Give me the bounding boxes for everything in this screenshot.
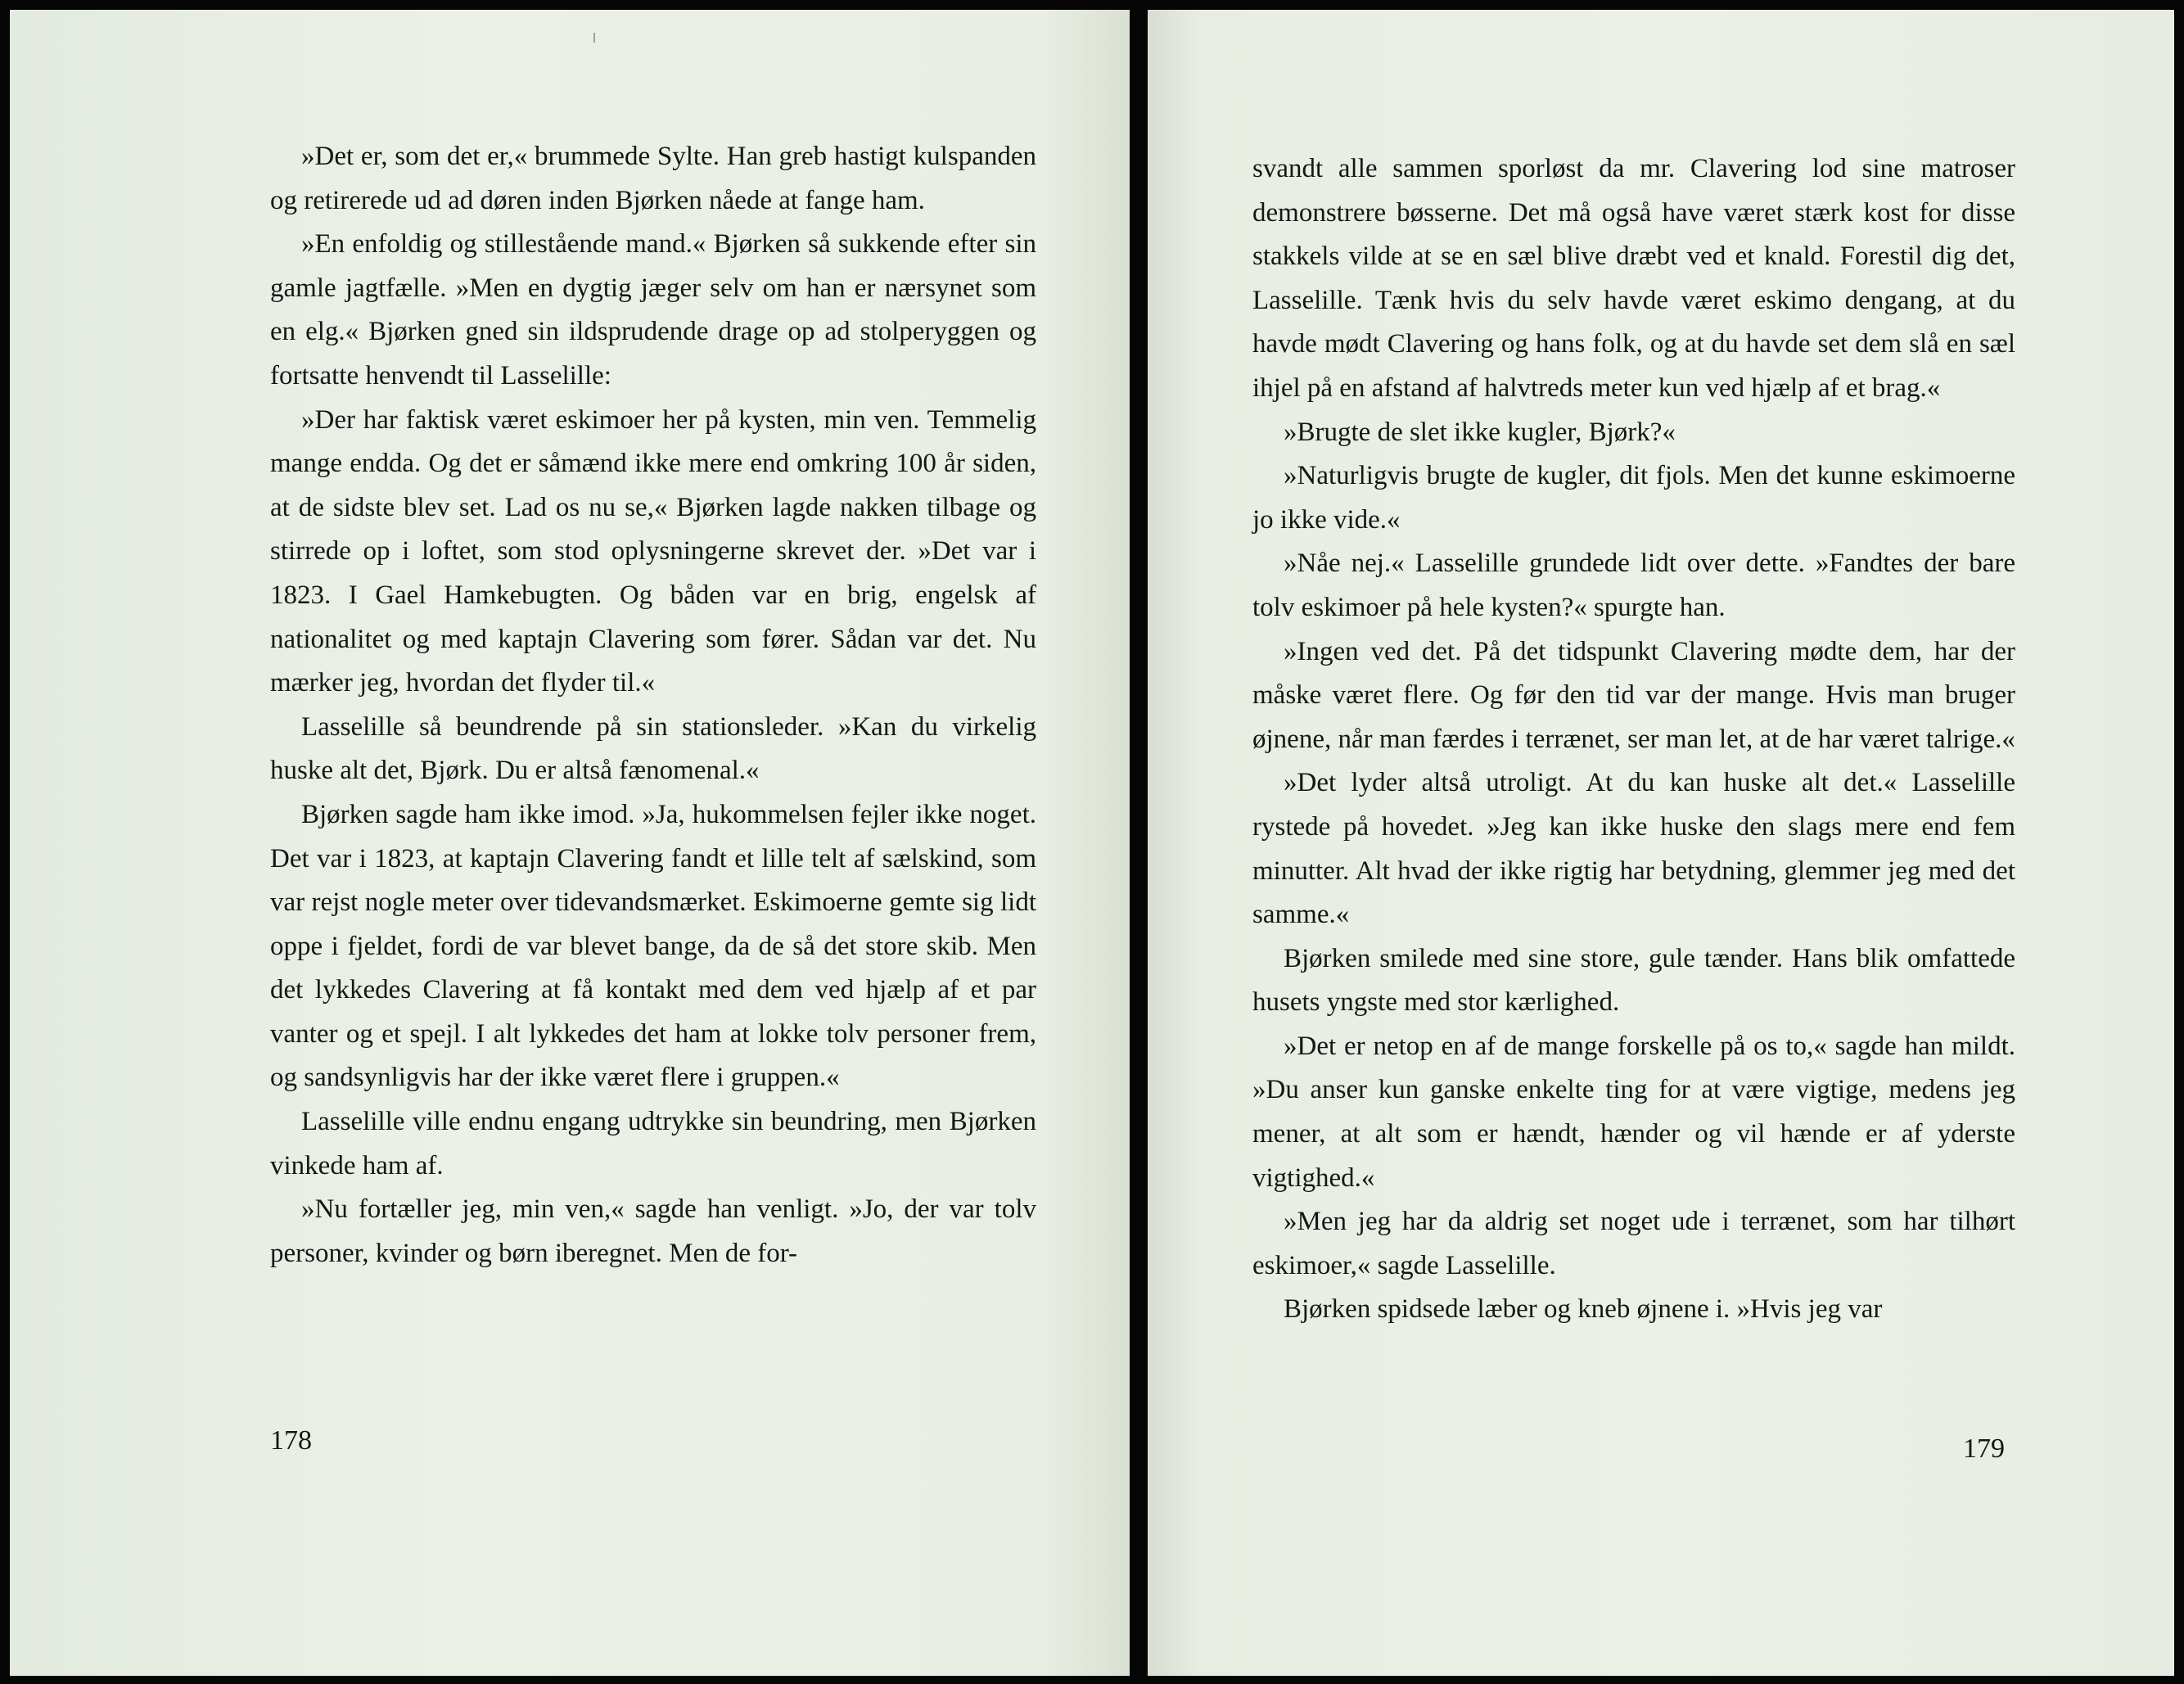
right-page-text	[1252, 147, 2015, 1332]
paragraph: Bjørken sagde ham ikke imod. »Ja, hukommelsen fejler ikke noget. Det var i 1823, at kaptajn Clavering fandt et lille telt af sælskind, som var rejst nogle meter over tidevandsmærket. Eskimoerne gemte sig lidt oppe i fjeldet, fordi de var blevet bange, da de så det store skib. Men det lykkedes Clavering at få kontakt med dem ved hjælp af et par vanter og et spejl. I alt lykkedes det ham at lokke tolv personer frem, og sandsynligvis har der ikke været flere i gruppen.«	[270, 799, 1036, 1093]
paragraph-continuation: svandt alle sammen sporløst da mr. Clavering lod sine matroser demonstrere bøsserne. Det må også have været stærk kost for disse stakkels vilde at se en sæl blive dræbt ved et knald. Forestil dig det, Lasselille. Tænk hvis du selv havde været eskimo dengang, at du havde mødt Clavering og hans folk, og at du havde set dem slå en sæl ihjel på en afstand af halvtreds meter kun ved hjælp af et brag.«	[1252, 154, 2015, 403]
paragraph: Bjørken smilede med sine store, gule tænder. Hans blik omfattede husets yngste med stor kærlighed.	[1252, 943, 2015, 1018]
paragraph: »Det lyder altså utroligt. At du kan huske alt det.« Lasselille rystede på hovedet. »Jeg kan ikke huske den slags mere end fem minutter. Alt hvad der ikke rigtig har betydning, glemmer jeg med det samme.«	[1252, 768, 2015, 930]
paragraph: »Naturligvis brugte de kugler, dit fjols. Men det kunne eskimoerne jo ikke vide.«	[1252, 461, 2015, 535]
paragraph: »Brugte de slet ikke kugler, Bjørk?«	[1284, 417, 1676, 447]
paragraph: »Der har faktisk været eskimoer her på kysten, min ven. Temmelig mange endda. Og det er såmænd ikke mere end omkring 100 år siden, at de sidste blev set. Lad os nu se,« Bjørken lagde nakken tilbage og stirrede op i loftet, som stod oplysningerne skrevet der. »Det var i 1823. I Gael Hamkebugten. Og båden var en brig, engelsk af nationalitet og med kaptajn Clavering som fører. Sådan var det. Nu mærker jeg, hvordan det flyder til.«	[270, 404, 1036, 698]
paragraph: Lasselille ville endnu engang udtrykke sin beundring, men Bjørken vinkede ham af.	[270, 1107, 1036, 1181]
paragraph: »En enfoldig og stillestående mand.« Bjørken så sukkende efter sin gamle jagtfælle. »Men en dygtig jæger selv om han er nærsynet som en elg.« Bjørken gned sin ildsprudende drage op ad stolperyggen og fortsatte henvendt til Lasselille:	[270, 229, 1036, 391]
paragraph: »Det er, som det er,« brummede Sylte. Han greb hastigt kulspanden og retirerede ud ad døren inden Bjørken nåede at fange ham.	[270, 142, 1036, 215]
left-page-text	[270, 135, 1036, 1275]
page-number: 179	[1963, 1433, 2005, 1464]
paragraph: Lasselille så beundrende på sin stationsleder. »Kan du virkelig huske alt det, Bjørk. Du er altså fænomenal.«	[270, 711, 1036, 786]
paragraph: »Nu fortæller jeg, min ven,« sagde han venligt. »Jo, der var tolv personer, kvinder og børn iberegnet. Men de for-	[270, 1194, 1036, 1268]
page-mark	[593, 33, 595, 43]
left-page	[10, 10, 1130, 1676]
paragraph: »Ingen ved det. På det tidspunkt Clavering mødte dem, har der måske været flere. Og før den tid var der mange. Hvis man bruger øjnene, når man færdes i terrænet, ser man let, at de har været talrige.«	[1252, 636, 2015, 754]
page-number: 178	[270, 1425, 312, 1456]
paragraph: »Men jeg har da aldrig set noget ude i terrænet, som har tilhørt eskimoer,« sagde Lasselille.	[1252, 1207, 2015, 1280]
paragraph: Bjørken spidsede læber og kneb øjnene i. »Hvis jeg var	[1284, 1294, 1883, 1325]
paragraph: »Nåe nej.« Lasselille grundede lidt over dette. »Fandtes der bare tolv eskimoer på hele kysten?« spurgte han.	[1252, 549, 2015, 622]
right-page	[1148, 10, 2174, 1676]
paragraph: »Det er netop en af de mange forskelle på os to,« sagde han mildt. »Du anser kun ganske enkelte ting for at være vigtige, medens jeg mener, at alt som er hændt, hænder og vil hænde er af yderste vigtighed.«	[1252, 1031, 2015, 1193]
